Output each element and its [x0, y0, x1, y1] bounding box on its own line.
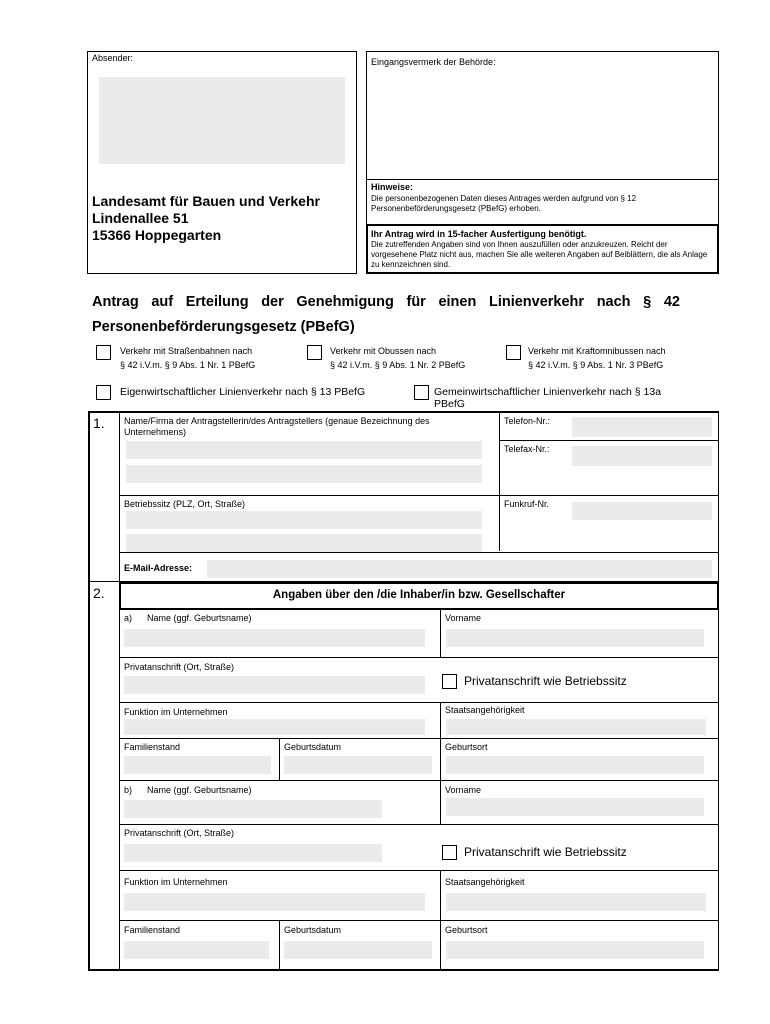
- site-label: Betriebssitz (PLZ, Ort, Straße): [124, 499, 246, 509]
- phone-field[interactable]: [572, 417, 712, 437]
- divider: [119, 870, 718, 871]
- b-marital-label: Familienstand: [124, 925, 181, 935]
- trolleybus-label-line2: § 42 i.V.m. § 9 Abs. 1 Nr. 2 PBefG: [330, 360, 466, 370]
- a-birthplace-field[interactable]: [446, 756, 704, 774]
- bus-checkbox[interactable]: [506, 345, 521, 360]
- tram-label: [120, 346, 255, 371]
- b-name-field[interactable]: [124, 800, 382, 818]
- section2-num-rule: [119, 610, 120, 971]
- section2-number: 2.: [93, 585, 105, 601]
- divider: [119, 920, 718, 921]
- authority-label: Eingangsvermerk der Behörde:: [371, 57, 496, 67]
- own-economic-checkbox[interactable]: [96, 385, 111, 400]
- a-function-label: Funktion im Unternehmen: [124, 707, 228, 717]
- fax-field[interactable]: [572, 446, 712, 466]
- email-field[interactable]: [207, 560, 712, 578]
- b-birthdate-label: Geburtsdatum: [284, 925, 342, 935]
- copies-title: Ihr Antrag wird in 15-facher Ausfertigung benötigt.: [371, 229, 587, 239]
- sender-field[interactable]: [99, 77, 345, 164]
- a-nationality-field[interactable]: [446, 719, 706, 735]
- radio-field[interactable]: [572, 502, 712, 520]
- a-letter: a): [124, 613, 133, 623]
- a-nationality-label: Staatsangehörigkeit: [445, 705, 525, 715]
- b-function-field[interactable]: [124, 893, 425, 911]
- bus-label-line2: § 42 i.V.m. § 9 Abs. 1 Nr. 3 PBefG: [528, 360, 664, 370]
- divider: [119, 702, 718, 703]
- b-name-label: Name (ggf. Geburtsname): [147, 785, 252, 795]
- public-economic-label: [434, 386, 661, 410]
- column-rule: [440, 610, 441, 657]
- own-economic-label: Eigenwirtschaftlicher Linienverkehr nach § 13 PBefG: [120, 386, 366, 398]
- section2-bottom-rule: [88, 969, 719, 971]
- b-firstname-label: Vorname: [445, 785, 482, 795]
- b-firstname-field[interactable]: [446, 798, 704, 816]
- divider: [119, 824, 718, 825]
- b-same-address-checkbox[interactable]: [442, 845, 457, 860]
- column-rule: [279, 920, 280, 970]
- b-birthplace-label: Geburtsort: [445, 925, 488, 935]
- b-address-field[interactable]: [124, 844, 382, 862]
- divider: [119, 780, 718, 781]
- a-function-field[interactable]: [124, 719, 425, 735]
- divider: [366, 179, 719, 180]
- bus-label-line1: Verkehr mit Kraftomnibussen nach: [528, 346, 666, 356]
- fax-label: Telefax-Nr.:: [504, 444, 550, 454]
- column-rule: [440, 702, 441, 738]
- column-rule: [279, 738, 280, 780]
- column-rule: [440, 738, 441, 780]
- form-title-line2: Personenbeförderungsgesetz (PBefG): [92, 319, 355, 335]
- divider: [499, 440, 718, 441]
- column-rule: [440, 780, 441, 824]
- a-birthdate-label: Geburtsdatum: [284, 742, 342, 752]
- tram-checkbox[interactable]: [96, 345, 111, 360]
- a-firstname-label: Vorname: [445, 613, 482, 623]
- notes-text: Die personenbezogenen Daten dieses Antrages werden aufgrund von § 12 Personenbeförderungsgesetz (PBefG) erhoben.: [371, 194, 637, 213]
- b-function-label: Funktion im Unternehmen: [124, 877, 228, 887]
- trolleybus-label-line1: Verkehr mit Obussen nach: [330, 346, 437, 356]
- notes-title: Hinweise:: [371, 182, 414, 192]
- public-economic-line2: PBefG: [434, 398, 465, 410]
- column-rule: [440, 870, 441, 920]
- a-name-label: Name (ggf. Geburtsname): [147, 613, 252, 623]
- a-birthplace-label: Geburtsort: [445, 742, 488, 752]
- public-economic-checkbox[interactable]: [414, 385, 429, 400]
- divider: [119, 552, 718, 553]
- recipient-address: [92, 193, 320, 244]
- section2-heading: Angaben über den /die Inhaber/in bzw. Gesellschafter: [272, 589, 566, 601]
- site-field-2[interactable]: [126, 534, 482, 552]
- a-marital-field[interactable]: [124, 756, 271, 774]
- b-marital-field[interactable]: [124, 941, 269, 959]
- b-letter: b): [124, 785, 133, 795]
- form-title-line1: Antrag auf Erteilung der Genehmigung für einen Linienverkehr nach § 42: [92, 294, 680, 310]
- sender-label: Absender:: [92, 53, 134, 63]
- section1-left-rule: [88, 411, 90, 971]
- a-birthdate-field[interactable]: [284, 756, 432, 774]
- divider: [119, 495, 718, 496]
- trolleybus-label: [330, 346, 465, 371]
- email-label: E-Mail-Adresse:: [124, 563, 193, 573]
- phone-label: Telefon-Nr.:: [504, 416, 551, 426]
- b-nationality-label: Staatsangehörigkeit: [445, 877, 525, 887]
- b-birthdate-field[interactable]: [284, 941, 432, 959]
- column-rule: [440, 920, 441, 970]
- trolleybus-checkbox[interactable]: [307, 345, 322, 360]
- b-nationality-field[interactable]: [446, 893, 706, 911]
- recipient-line1: Landesamt für Bauen und Verkehr: [92, 193, 320, 209]
- a-address-field[interactable]: [124, 676, 425, 694]
- public-economic-line1: Gemeinwirtschaftlicher Linienverkehr nach § 13a: [434, 386, 662, 398]
- recipient-line2: Lindenallee 51: [92, 210, 189, 226]
- applicant-name-field-2[interactable]: [126, 465, 482, 483]
- a-same-address-checkbox[interactable]: [442, 674, 457, 689]
- tram-label-line2: § 42 i.V.m. § 9 Abs. 1 Nr. 1 PBefG: [120, 360, 256, 370]
- section1-num-rule: [119, 411, 120, 581]
- bus-label: [528, 346, 666, 371]
- b-birthplace-field[interactable]: [446, 941, 704, 959]
- tram-label-line1: Verkehr mit Straßenbahnen nach: [120, 346, 253, 356]
- radio-label: Funkruf-Nr.: [504, 499, 550, 509]
- recipient-line3: 15366 Hoppegarten: [92, 227, 222, 243]
- section1-contact-rule: [499, 411, 500, 551]
- divider: [119, 657, 718, 658]
- a-firstname-field[interactable]: [446, 629, 704, 647]
- b-address-label: Privatanschrift (Ort, Straße): [124, 828, 235, 838]
- applicant-name-label: Name/Firma der Antragstellerin/des Antragstellers (genaue Bezeichnung des Unternehmens): [124, 416, 430, 437]
- copies-text: Die zutreffenden Angaben sind von Ihnen auszufüllen oder anzukreuzen. Reicht der vorgesehene Platz nicht aus, machen Sie alle weiteren Angaben auf Beiblättern, die als Anlage zu kennzeichnen sind.: [371, 240, 708, 269]
- section1-top-rule: [88, 411, 719, 413]
- b-same-address-label: Privatanschrift wie Betriebssitz: [464, 845, 627, 859]
- divider: [119, 738, 718, 739]
- applicant-name-field-1[interactable]: [126, 441, 482, 459]
- a-name-field[interactable]: [124, 629, 425, 647]
- a-marital-label: Familienstand: [124, 742, 181, 752]
- a-same-address-label: Privatanschrift wie Betriebssitz: [464, 674, 627, 688]
- section1-number: 1.: [93, 415, 105, 431]
- site-field-1[interactable]: [126, 511, 482, 529]
- a-address-label: Privatanschrift (Ort, Straße): [124, 662, 235, 672]
- section1-right-rule: [718, 411, 719, 971]
